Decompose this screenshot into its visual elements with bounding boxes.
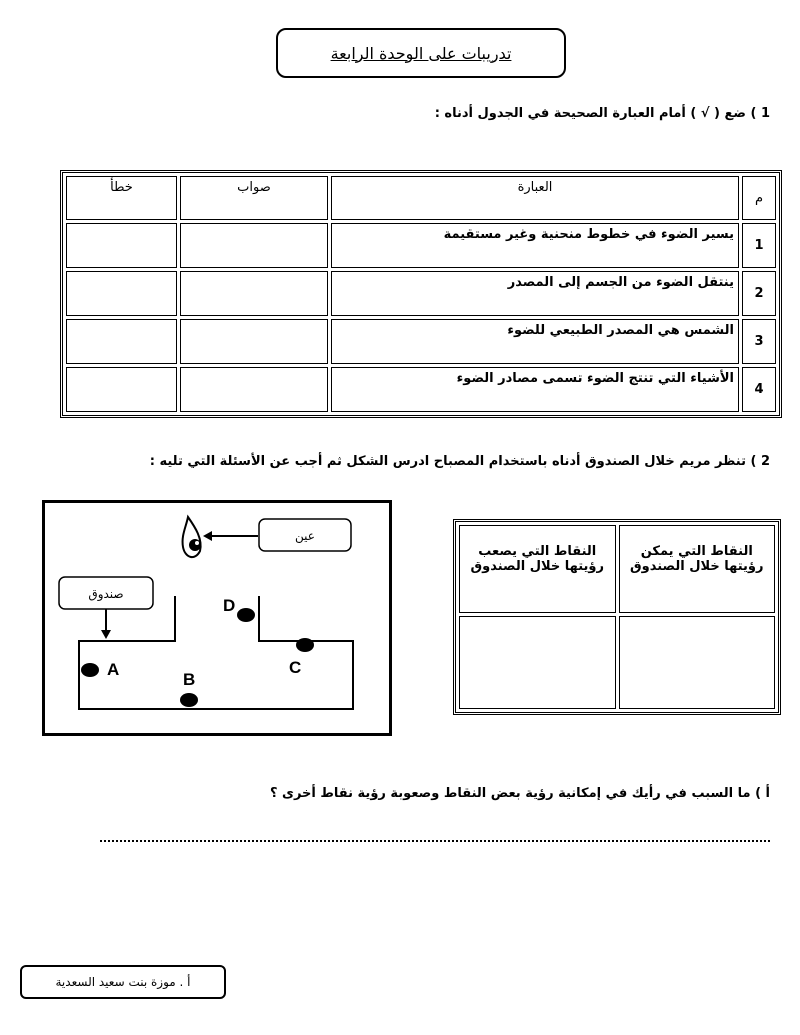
- row-statement: ينتقل الضوء من الجسم إلى المصدر: [331, 271, 739, 316]
- table-header-row: [66, 176, 776, 220]
- row-num: 4: [742, 367, 776, 412]
- correct-cell[interactable]: [180, 319, 328, 364]
- question-1-text: 1 ) ضع ( √ ) أمام العبارة الصحيحة في الجدول أدناه :: [434, 106, 770, 121]
- point-b-label: B: [183, 670, 196, 689]
- correct-cell[interactable]: [180, 367, 328, 412]
- header-correct: صواب: [180, 176, 328, 220]
- table-row: [66, 223, 776, 268]
- correct-cell[interactable]: [180, 271, 328, 316]
- row-statement: يسير الضوء في خطوط منحنية وغير مستقيمة: [331, 223, 739, 268]
- point-a: [81, 660, 119, 679]
- box-arrowhead: [101, 630, 111, 639]
- statements-table: [60, 170, 782, 418]
- title-box: [276, 28, 566, 78]
- correct-cell[interactable]: [180, 223, 328, 268]
- visibility-answer-row: [459, 616, 775, 709]
- visibility-header-row: [459, 525, 775, 613]
- wrong-cell[interactable]: [66, 319, 177, 364]
- row-statement: الأشياء التي تنتج الضوء تسمى مصادر الضوء: [331, 367, 739, 412]
- point-b: [180, 670, 198, 707]
- header-wrong: خطأ: [66, 176, 177, 220]
- visibility-table: [453, 519, 781, 715]
- row-num: 3: [742, 319, 776, 364]
- worksheet-title: تدريبات على الوحدة الرابعة: [330, 43, 512, 63]
- answer-line[interactable]: [100, 822, 770, 842]
- table-row: [66, 271, 776, 316]
- visible-points-answer[interactable]: [619, 616, 776, 709]
- wrong-cell[interactable]: [66, 223, 177, 268]
- row-statement: الشمس هي المصدر الطبيعي للضوء: [331, 319, 739, 364]
- wrong-cell[interactable]: [66, 271, 177, 316]
- eye-arrowhead: [203, 531, 212, 541]
- point-d-label: D: [223, 596, 236, 615]
- box-diagram: [45, 503, 389, 733]
- eye-icon: [183, 517, 201, 557]
- table-row: [66, 367, 776, 412]
- point-c: [289, 638, 314, 677]
- eye-label: عين: [295, 529, 315, 543]
- author-name: أ . موزة بنت سعيد السعدية: [55, 975, 191, 989]
- wrong-cell[interactable]: [66, 367, 177, 412]
- header-visible-points: النقاط التي يمكن رؤيتها خلال الصندوق: [619, 525, 776, 613]
- author-box: [20, 965, 226, 999]
- hard-points-answer[interactable]: [459, 616, 616, 709]
- point-d: [223, 596, 255, 622]
- header-statement: العبارة: [331, 176, 739, 220]
- sub-question-a: أ ) ما السبب في رأيك في إمكانية رؤية بعض النقاط وصعوبة رؤية نقاط أخرى ؟: [269, 786, 770, 801]
- box-outline: [79, 596, 353, 709]
- table-row: [66, 319, 776, 364]
- point-a-label: A: [107, 660, 120, 679]
- point-c-label: C: [289, 658, 302, 677]
- row-num: 1: [742, 223, 776, 268]
- header-num: م: [742, 176, 776, 220]
- header-hard-points: النقاط التي يصعب رؤيتها خلال الصندوق: [459, 525, 616, 613]
- row-num: 2: [742, 271, 776, 316]
- box-figure: [42, 500, 392, 736]
- box-label: صندوق: [88, 587, 124, 601]
- question-2-text: 2 ) تنظر مريم خلال الصندوق أدناه باستخدام المصباح ادرس الشكل ثم أجب عن الأسئلة التي تليه :: [149, 454, 770, 469]
